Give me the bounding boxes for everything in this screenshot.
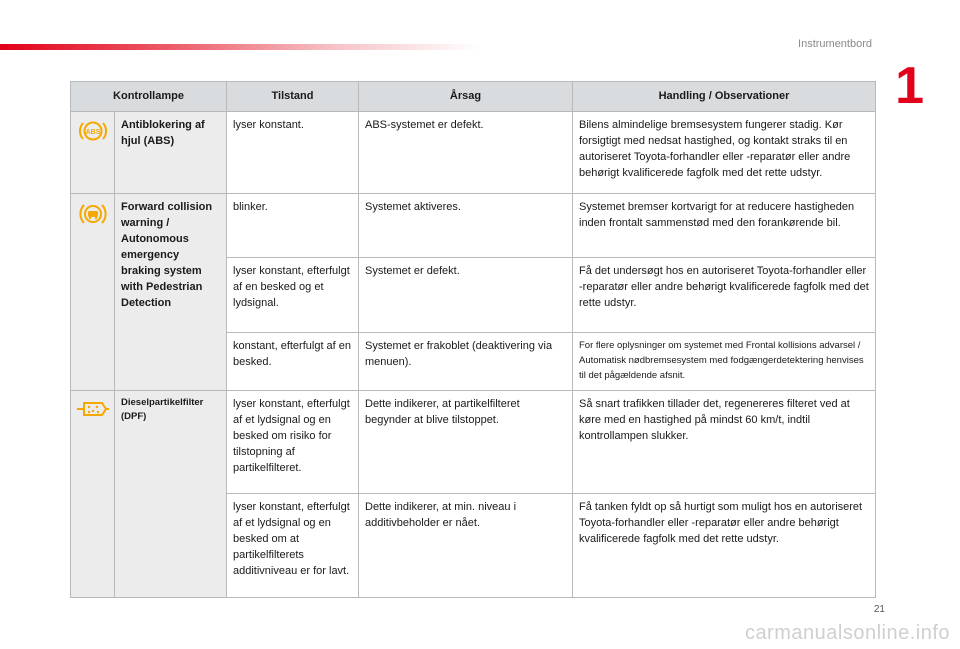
action-cell: Så snart trafikken tillader det, regenereres filteret ved at køre med en hastighed på mindst 60 km/t, indtil kontrollampen slukker. bbox=[573, 391, 876, 494]
cause-cell: Dette indikerer, at min. niveau i additivbeholder er nået. bbox=[359, 494, 573, 598]
cause-cell: ABS-systemet er defekt. bbox=[359, 112, 573, 194]
state-cell: blinker. bbox=[227, 194, 359, 258]
lamp-name: Antiblokering af hjul (ABS) bbox=[115, 112, 227, 194]
state-cell: lyser konstant, efterfulgt af et lydsignal og en besked om at partikelfilterets additivniveau er for lavt. bbox=[227, 494, 359, 598]
warning-lamp-table bbox=[70, 81, 876, 598]
cause-cell: Systemet aktiveres. bbox=[359, 194, 573, 258]
lamp-icon-cell bbox=[71, 194, 115, 391]
column-header-cause: Årsag bbox=[359, 82, 573, 112]
column-header-state: Tilstand bbox=[227, 82, 359, 112]
abs-warning-icon bbox=[78, 120, 108, 147]
watermark: carmanualsonline.info bbox=[744, 622, 950, 644]
section-title: Instrumentbord bbox=[798, 38, 872, 50]
action-cell: Bilens almindelige bremsesystem fungerer stadig. Kør forsigtigt med nedsat hastighed, og kontakt straks til en autoriseret Toyota-forhandler eller -reparatør eller andre behørigt kvalificerede fagfolk med det rette udstyr. bbox=[573, 112, 876, 194]
svg-text:ABS: ABS bbox=[85, 129, 100, 136]
cause-cell: Systemet er frakoblet (deaktivering via menuen). bbox=[359, 333, 573, 391]
table-row bbox=[71, 194, 876, 258]
column-header-lamp: Kontrollampe bbox=[71, 82, 227, 112]
state-cell: lyser konstant. bbox=[227, 112, 359, 194]
state-cell: lyser konstant, efterfulgt af et lydsignal og en besked om risiko for tilstopning af partikelfilteret. bbox=[227, 391, 359, 494]
action-cell: Systemet bremser kortvarigt for at reducere hastigheden inden frontalt sammenstød med den forankørende bil. bbox=[573, 194, 876, 258]
page-number: 21 bbox=[873, 604, 885, 615]
action-cell: For flere oplysninger om systemet med Frontal kollisions advarsel / Automatisk nødbremsesystem med fodgængerdetektering henvises til det pågældende afsnit. bbox=[573, 333, 876, 391]
state-cell: lyser konstant, efterfulgt af en besked og et lydsignal. bbox=[227, 258, 359, 333]
table-row bbox=[71, 112, 876, 194]
lamp-icon-cell bbox=[71, 112, 115, 194]
lamp-name: Forward collision warning / Autonomous emergency braking system with Pedestrian Detection bbox=[115, 194, 227, 391]
cause-cell: Systemet er defekt. bbox=[359, 258, 573, 333]
action-cell: Få tanken fyldt op så hurtigt som muligt hos en autoriseret Toyota-forhandler eller -reparatør eller andre behørigt kvalificerede fagfolk med det rette udstyr. bbox=[573, 494, 876, 598]
chapter-number: 1 bbox=[895, 57, 924, 115]
column-header-action: Handling / Observationer bbox=[573, 82, 876, 112]
table-row bbox=[71, 391, 876, 494]
cause-cell: Dette indikerer, at partikelfilteret begynder at blive tilstoppet. bbox=[359, 391, 573, 494]
state-cell: konstant, efterfulgt af en besked. bbox=[227, 333, 359, 391]
table-header-row bbox=[71, 82, 876, 112]
header-accent-bar bbox=[0, 44, 480, 50]
lamp-name: Dieselpartikelfilter (DPF) bbox=[115, 391, 227, 598]
collision-warning-icon bbox=[78, 202, 108, 231]
lamp-icon-cell bbox=[71, 391, 115, 598]
action-cell: Få det undersøgt hos en autoriseret Toyota-forhandler eller -reparatør eller andre behørigt kvalificerede fagfolk med det rette udstyr. bbox=[573, 258, 876, 333]
particle-filter-icon bbox=[76, 399, 110, 424]
